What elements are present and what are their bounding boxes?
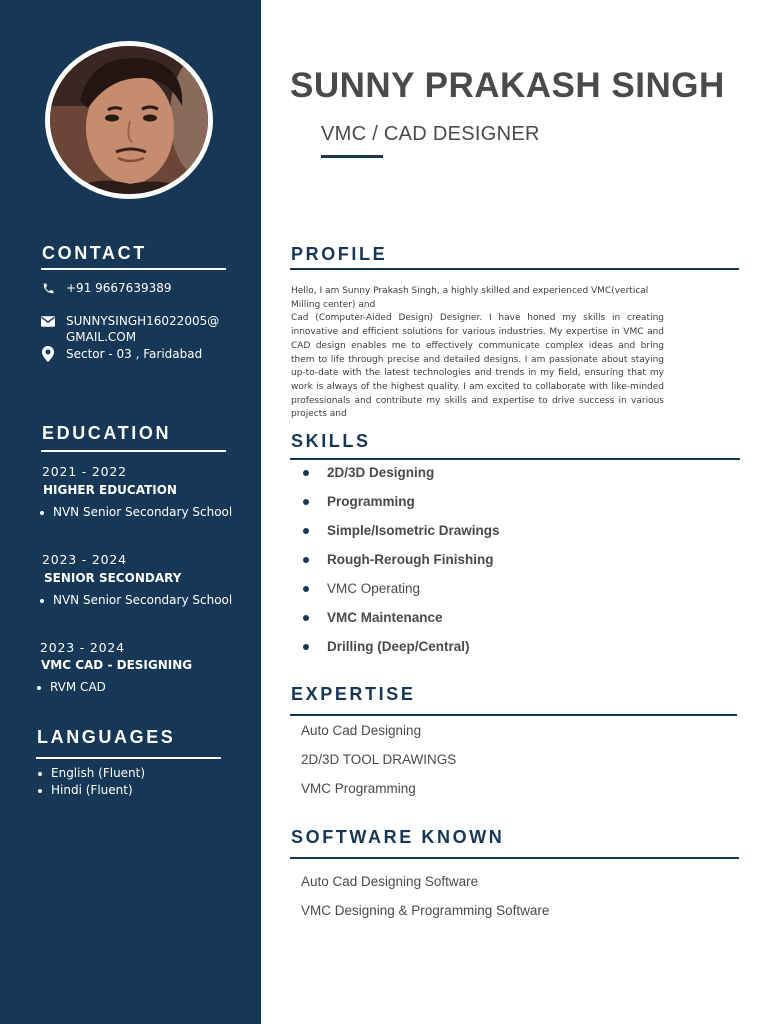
language-item: Hindi (Fluent) (36, 782, 145, 799)
skill-item: Programming (300, 491, 500, 520)
education-items-2 (38, 592, 232, 609)
software-heading: SOFTWARE KNOWN (291, 827, 505, 847)
software-list (301, 872, 549, 930)
skills-divider (290, 458, 740, 460)
education-title-3: VMC CAD - DESIGNING (41, 658, 193, 672)
email-address (66, 313, 219, 345)
contact-divider (41, 268, 226, 270)
phone-number: +91 9667639389 (66, 281, 172, 295)
skill-item: VMC Operating (300, 578, 500, 607)
skill-item: Rough-Rerough Finishing (300, 549, 500, 578)
skill-item: Simple/Isometric Drawings (300, 520, 500, 549)
list-item: NVN Senior Secondary School (38, 592, 232, 609)
expertise-item: VMC Programming (301, 781, 416, 796)
email-line-1: SUNNYSINGH16022005@ (66, 314, 220, 328)
contact-address (40, 346, 202, 362)
expertise-item: 2D/3D TOOL DRAWINGS (301, 752, 457, 767)
languages-list (36, 765, 145, 799)
profile-line-1: Hello, I am Sunny Prakash Singh, a highly skilled and experienced VMC(vertical Milling center) and (291, 286, 649, 310)
skills-list (300, 462, 500, 665)
email-line-2: GMAIL.COM (66, 330, 137, 344)
education-divider (41, 450, 226, 452)
software-divider (290, 857, 739, 859)
candidate-name: SUNNY PRAKASH SINGH (290, 66, 725, 105)
education-items-1 (38, 504, 232, 521)
education-years-2: 2023 - 2024 (42, 552, 127, 567)
phone-icon (40, 281, 56, 295)
email-icon (40, 314, 56, 328)
skills-heading: SKILLS (291, 431, 371, 451)
education-title-1: HIGHER EDUCATION (43, 483, 177, 497)
expertise-heading: EXPERTISE (291, 684, 416, 704)
candidate-role: VMC / CAD DESIGNER (321, 123, 540, 145)
languages-divider (36, 757, 221, 759)
software-item: VMC Designing & Programming Software (301, 903, 550, 918)
languages-heading: LANGUAGES (37, 727, 176, 747)
sidebar (0, 0, 261, 1024)
expertise-divider (290, 714, 737, 716)
contact-heading: CONTACT (42, 243, 147, 263)
skill-item: 2D/3D Designing (300, 462, 500, 491)
education-years-3: 2023 - 2024 (40, 640, 125, 655)
language-item: English (Fluent) (36, 765, 145, 782)
location-pin-icon (40, 347, 56, 361)
profile-body: Cad (Computer-Aided Design) Designer. I have honed my skills in creating innovative and efficient solutions for various industries. My expertise in VMC and CAD design enables me to effectively communicate complex ideas and bring them to life through precise and detailed designs. I am passionate about staying up-to-date with the latest technologies and trends in my field, ensuring that my work is always of the highest quality. I am excited to collaborate with like-minded professionals and contribute my skills and expertise to drive success in various projects and (291, 313, 664, 420)
education-heading: EDUCATION (42, 423, 172, 443)
skill-item: Drilling (Deep/Central) (300, 636, 500, 665)
education-years-1: 2021 - 2022 (42, 464, 127, 479)
profile-heading: PROFILE (291, 244, 388, 264)
address-text: Sector - 03 , Faridabad (66, 347, 203, 361)
contact-email (40, 313, 219, 345)
profile-summary (291, 285, 664, 422)
education-items-3 (35, 679, 106, 696)
list-item: RVM CAD (35, 679, 106, 696)
profile-photo (45, 41, 213, 199)
education-title-2: SENIOR SECONDARY (44, 571, 182, 585)
skill-item: VMC Maintenance (300, 607, 500, 636)
role-underline (321, 155, 383, 158)
expertise-item: Auto Cad Designing (301, 723, 422, 738)
profile-divider (290, 268, 739, 270)
contact-phone (40, 280, 172, 296)
list-item: NVN Senior Secondary School (38, 504, 232, 521)
software-item: Auto Cad Designing Software (301, 874, 479, 889)
expertise-list (301, 721, 456, 808)
